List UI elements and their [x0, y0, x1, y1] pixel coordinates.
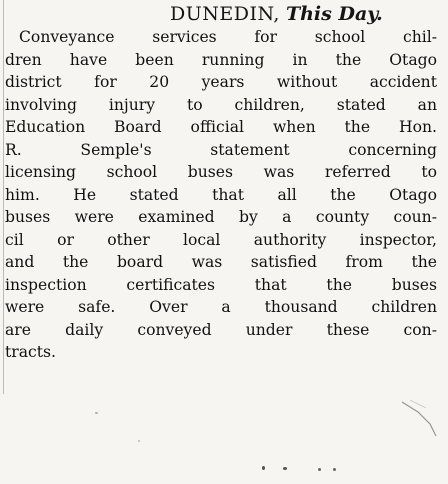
article-line: licensing school buses was referred to: [5, 163, 437, 181]
article-line: Education Board official when the Hon.: [5, 118, 437, 136]
ink-speck: [95, 412, 98, 414]
article-line: Conveyance services for school chil-: [19, 28, 437, 46]
article-line: were safe. Over a thousand children: [5, 298, 437, 316]
ink-speck: [333, 468, 336, 471]
article-line: him. He stated that all the Otago: [5, 185, 437, 204]
column-rule: [3, 0, 4, 394]
article-line: cil or other local authority inspector,: [5, 230, 437, 249]
ink-speck: [262, 466, 265, 470]
paper-tear-mark: [400, 398, 440, 438]
ink-speck: [138, 440, 140, 442]
article-line: dren have been running in the Otago: [5, 50, 437, 69]
dateline-place: DUNEDIN,: [170, 3, 280, 25]
article-line: buses were examined by a county coun-: [5, 208, 437, 226]
article-line: and the board was satisfied from the: [5, 253, 437, 271]
article-line: involving injury to children, stated an: [5, 95, 437, 114]
article-line: tracts.: [5, 343, 56, 361]
ink-speck: [318, 468, 321, 471]
article-line: inspection certificates that the buses: [5, 275, 437, 294]
article-line: district for 20 years without accident: [5, 73, 437, 91]
ink-speck: [283, 467, 287, 470]
dateline: [170, 2, 383, 26]
dateline-day: This Day.: [285, 3, 383, 25]
article-line: are daily conveyed under these con-: [5, 320, 437, 339]
article-line: R. Semple's statement concerning: [5, 140, 437, 159]
article-body: [5, 26, 437, 364]
